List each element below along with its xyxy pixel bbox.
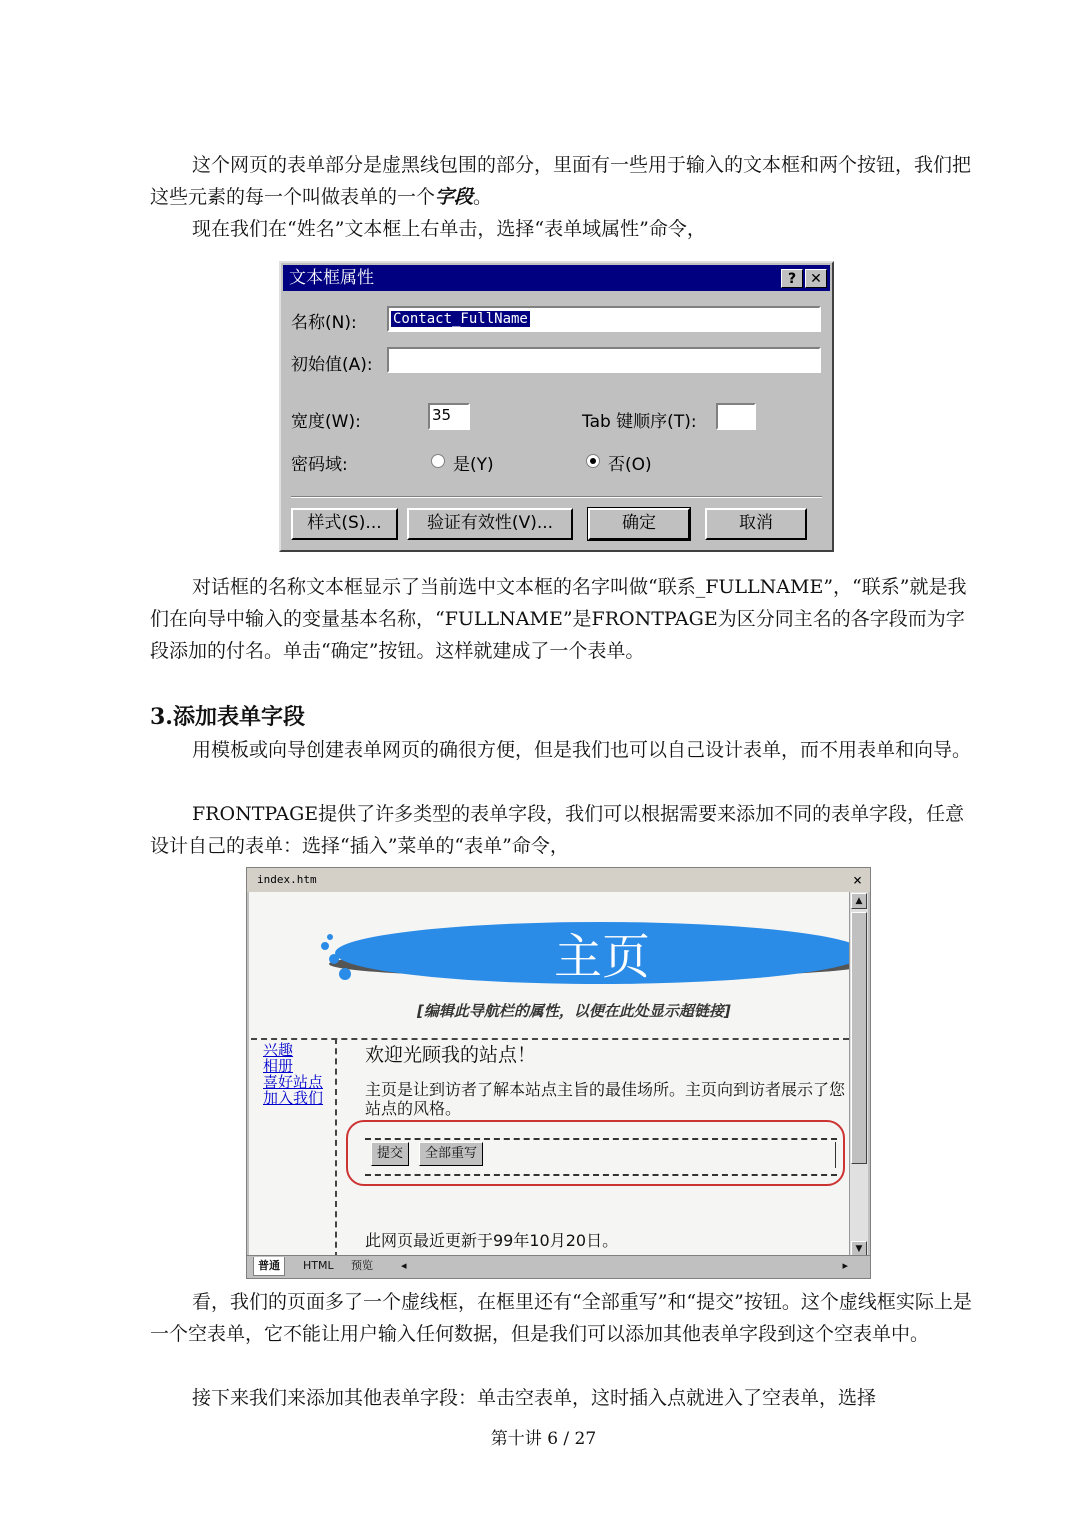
reset-button[interactable]: 全部重写 xyxy=(419,1142,483,1166)
layout-divider-vertical xyxy=(335,1038,337,1258)
cancel-button[interactable]: 取消 xyxy=(705,508,807,540)
paragraph-text: 现在我们在“姓名”文本框上右单击，选择“表单域属性”命令， xyxy=(192,218,706,240)
nav-link-join[interactable]: 加入我们 xyxy=(263,1089,324,1107)
password-yes-radio[interactable] xyxy=(431,454,445,468)
editor-page[interactable] xyxy=(249,892,849,1258)
nav-bar-note[interactable]: [编辑此导航栏的属性，以便在此处显示超链接] xyxy=(417,1002,731,1020)
password-label: 密码域: xyxy=(291,455,348,475)
vertical-scrollbar[interactable] xyxy=(849,892,868,1258)
tab-html[interactable]: HTML xyxy=(303,1259,334,1272)
tab-normal[interactable]: 普通 xyxy=(253,1257,285,1276)
page-footer: 第十讲 6 / 27 xyxy=(490,1429,597,1449)
tab-preview[interactable]: 预览 xyxy=(351,1259,373,1272)
welcome-text: 欢迎光顾我的站点！ xyxy=(365,1044,537,1066)
section-heading: 3.添加表单字段 xyxy=(150,704,305,730)
paragraph-insert-form xyxy=(150,798,972,862)
name-field[interactable] xyxy=(387,306,821,332)
keyword-field: 字段 xyxy=(435,186,474,208)
ok-button[interactable]: 确定 xyxy=(588,508,690,540)
scroll-up-icon[interactable]: ▲ xyxy=(851,893,867,909)
layout-divider-horizontal xyxy=(251,1038,849,1040)
paragraph-text: 用模板或向导创建表单网页的确很方便，但是我们也可以自己设计表单，而不用表单和向导。 xyxy=(192,739,972,761)
initial-value-field[interactable] xyxy=(387,347,821,373)
paragraph-custom-form xyxy=(150,734,972,766)
nav-link-interests[interactable]: 兴趣 xyxy=(263,1041,294,1059)
dialog-title: 文本框属性 xyxy=(289,268,374,288)
editor-title-bar xyxy=(247,868,870,892)
name-label: 名称(N): xyxy=(291,313,357,333)
intro-text: 主页是让到访者了解本站点主旨的最佳场所。主页向到访者展示了您站点的风格。 xyxy=(365,1080,846,1118)
view-tabs xyxy=(247,1255,870,1278)
dialog-title-bar xyxy=(283,265,830,291)
paragraph-next-step xyxy=(150,1382,972,1414)
paragraph-text: 对话框的名称文本框显示了当前选中文本框的名字叫做“联系_FULLNAME”，“联系”就是我们在向导中输入的变量基本名称，“FULLNAME”是FRONTPAGE为区分同主名的各字段而为字段添加的付名。单击“确定”按钮。这样就建成了一个表单。 xyxy=(150,576,967,662)
tab-order-field[interactable] xyxy=(716,403,756,430)
paragraph-text: FRONTPAGE提供了许多类型的表单字段，我们可以根据需要来添加不同的表单字段，任意设计自己的表单：选择“插入”菜单的“表单”命令， xyxy=(150,803,965,857)
frontpage-editor-window xyxy=(246,867,871,1279)
paragraph-right-click xyxy=(150,213,972,245)
help-icon[interactable]: ? xyxy=(781,269,803,288)
nav-link-album[interactable]: 相册 xyxy=(263,1057,294,1075)
last-updated-text: 此网页最近更新于99年10月20日。 xyxy=(365,1231,619,1250)
validate-button[interactable]: 验证有效性(V)... xyxy=(407,508,573,540)
submit-button[interactable]: 提交 xyxy=(371,1142,409,1166)
dialog-separator xyxy=(291,496,822,498)
paragraph-empty-form xyxy=(150,1286,972,1350)
width-field[interactable]: 35 xyxy=(428,403,470,430)
textbox-properties-dialog xyxy=(279,261,834,552)
banner-title: 主页 xyxy=(554,929,651,985)
tab-order-label: Tab 键顺序(T): xyxy=(582,412,697,432)
paragraph-text: 。 xyxy=(473,186,493,208)
password-yes-label: 是(Y) xyxy=(453,455,494,475)
close-icon[interactable]: ✕ xyxy=(805,269,827,288)
password-no-label: 否(O) xyxy=(608,455,652,475)
name-field-value: Contact_FullName xyxy=(393,311,528,327)
scroll-down-icon[interactable]: ▼ xyxy=(851,1241,867,1257)
style-button[interactable]: 样式(S)... xyxy=(291,508,398,540)
paragraph-text: 这个网页的表单部分是虚黑线包围的部分，里面有一些用于输入的文本框和两个按钮，我们把这些元素的每一个叫做表单的一个 xyxy=(150,154,972,208)
width-label: 宽度(W): xyxy=(291,412,361,432)
scroll-right-icon[interactable]: ▸ xyxy=(842,1259,848,1272)
nav-link-favorites[interactable]: 喜好站点 xyxy=(263,1073,324,1091)
form-end-marker xyxy=(835,1142,836,1168)
editor-filename: index.htm xyxy=(257,873,317,886)
initial-value-label: 初始值(A): xyxy=(291,355,373,375)
paragraph-dialog-explanation xyxy=(150,571,972,667)
paragraph-text: 接下来我们来添加其他表单字段：单击空表单，这时插入点就进入了空表单，选择 xyxy=(192,1387,877,1409)
scroll-left-icon[interactable]: ◂ xyxy=(401,1259,407,1272)
close-icon[interactable]: × xyxy=(852,871,862,889)
paragraph-text: 看，我们的页面多了一个虚线框，在框里还有“全部重写”和“提交”按钮。这个虚线框实际上是一个空表单，它不能让用户输入任何数据，但是我们可以添加其他表单字段到这个空表单中。 xyxy=(150,1291,972,1345)
paragraph-form-fields xyxy=(150,149,972,213)
password-no-radio[interactable] xyxy=(586,454,600,468)
scroll-thumb[interactable] xyxy=(851,912,867,1164)
